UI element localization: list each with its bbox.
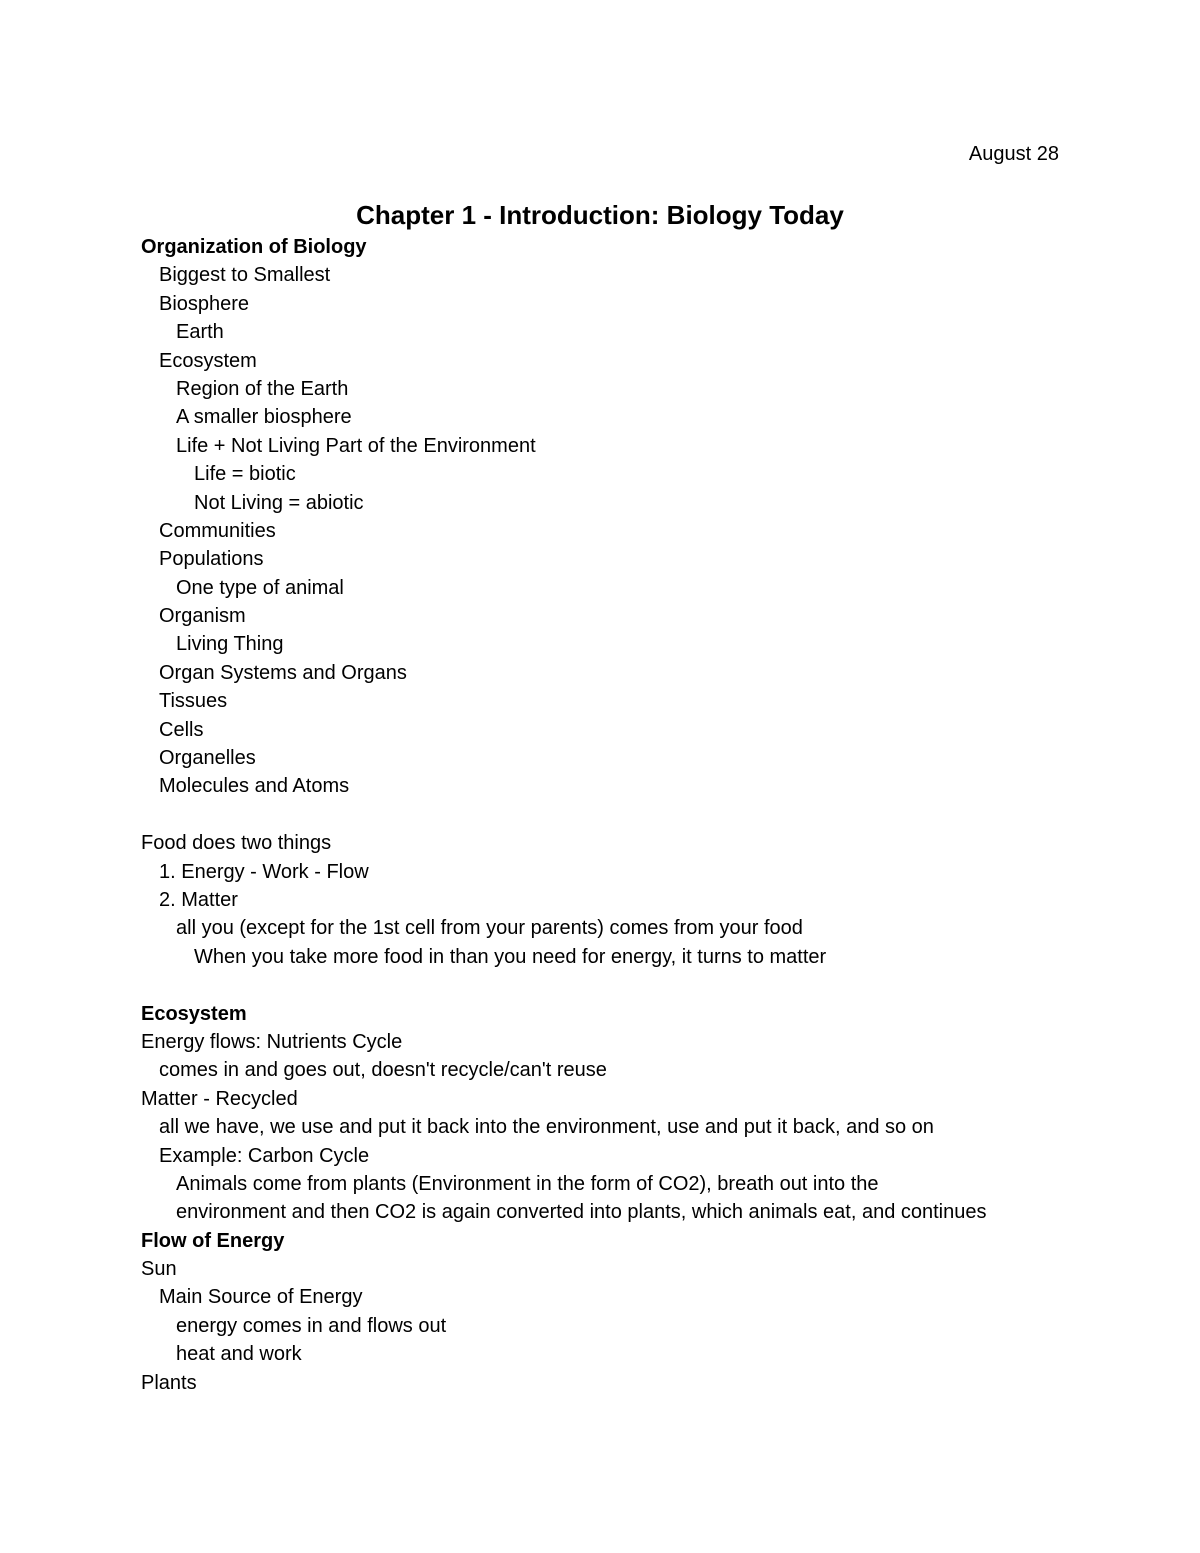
outline-item: Cells <box>159 718 204 741</box>
outline-item: all you (except for the 1st cell from your parents) comes from your food <box>176 917 803 940</box>
section-heading: Ecosystem <box>141 1002 247 1025</box>
outline-item: Organelles <box>159 747 256 770</box>
outline-item: Energy flows: Nutrients Cycle <box>141 1030 403 1053</box>
outline-item: One type of animal <box>176 576 344 599</box>
outline-item: Not Living = abiotic <box>194 491 364 514</box>
outline-item: When you take more food in than you need for energy, it turns to matter <box>194 945 827 968</box>
outline-item: Organism <box>159 605 246 628</box>
outline-item: Ecosystem <box>159 349 257 372</box>
outline-item: Molecules and Atoms <box>159 775 350 798</box>
outline-item: Matter - Recycled <box>141 1087 298 1110</box>
outline-item: comes in and goes out, doesn't recycle/can't reuse <box>159 1059 607 1082</box>
document-date: August 28 <box>968 143 1059 165</box>
outline-item: Main Source of Energy <box>159 1286 363 1309</box>
outline-item: Animals come from plants (Environment in the form of CO2), breath out into the <box>176 1172 879 1195</box>
outline-item: Populations <box>159 548 264 571</box>
outline-item: A smaller biosphere <box>176 406 352 429</box>
outline-item: Food does two things <box>141 832 332 855</box>
outline-item: heat and work <box>176 1343 302 1366</box>
outline-item: Sun <box>141 1258 177 1281</box>
outline-item: all we have, we use and put it back into the environment, use and put it back, and so on <box>159 1116 934 1139</box>
outline-item: Communities <box>159 519 276 542</box>
outline-item: Life + Not Living Part of the Environment <box>176 434 536 457</box>
outline-item: Living Thing <box>176 633 284 656</box>
outline-item: Earth <box>176 321 224 344</box>
notes-body <box>141 233 1141 1397</box>
outline-item: Biggest to Smallest <box>159 264 331 287</box>
outline-item: Region of the Earth <box>176 377 349 400</box>
outline-item: Biosphere <box>159 292 250 315</box>
outline-item: Tissues <box>159 690 228 713</box>
outline-item: 2. Matter <box>159 888 238 911</box>
section-heading: Flow of Energy <box>141 1229 285 1252</box>
section-heading: Organization of Biology <box>141 236 367 258</box>
blank-line <box>141 971 1141 999</box>
outline-item: Example: Carbon Cycle <box>159 1144 370 1167</box>
outline-item: energy comes in and flows out <box>176 1314 447 1337</box>
outline-item: environment and then CO2 is again converted into plants, which animals eat, and continues <box>176 1201 987 1224</box>
outline-item: Life = biotic <box>194 463 296 486</box>
outline-item: Plants <box>141 1371 197 1394</box>
document-title: Chapter 1 - Introduction: Biology Today <box>356 200 844 230</box>
blank-line <box>141 801 1141 829</box>
outline-item: Organ Systems and Organs <box>159 661 407 684</box>
outline-item: 1. Energy - Work - Flow <box>159 860 369 883</box>
